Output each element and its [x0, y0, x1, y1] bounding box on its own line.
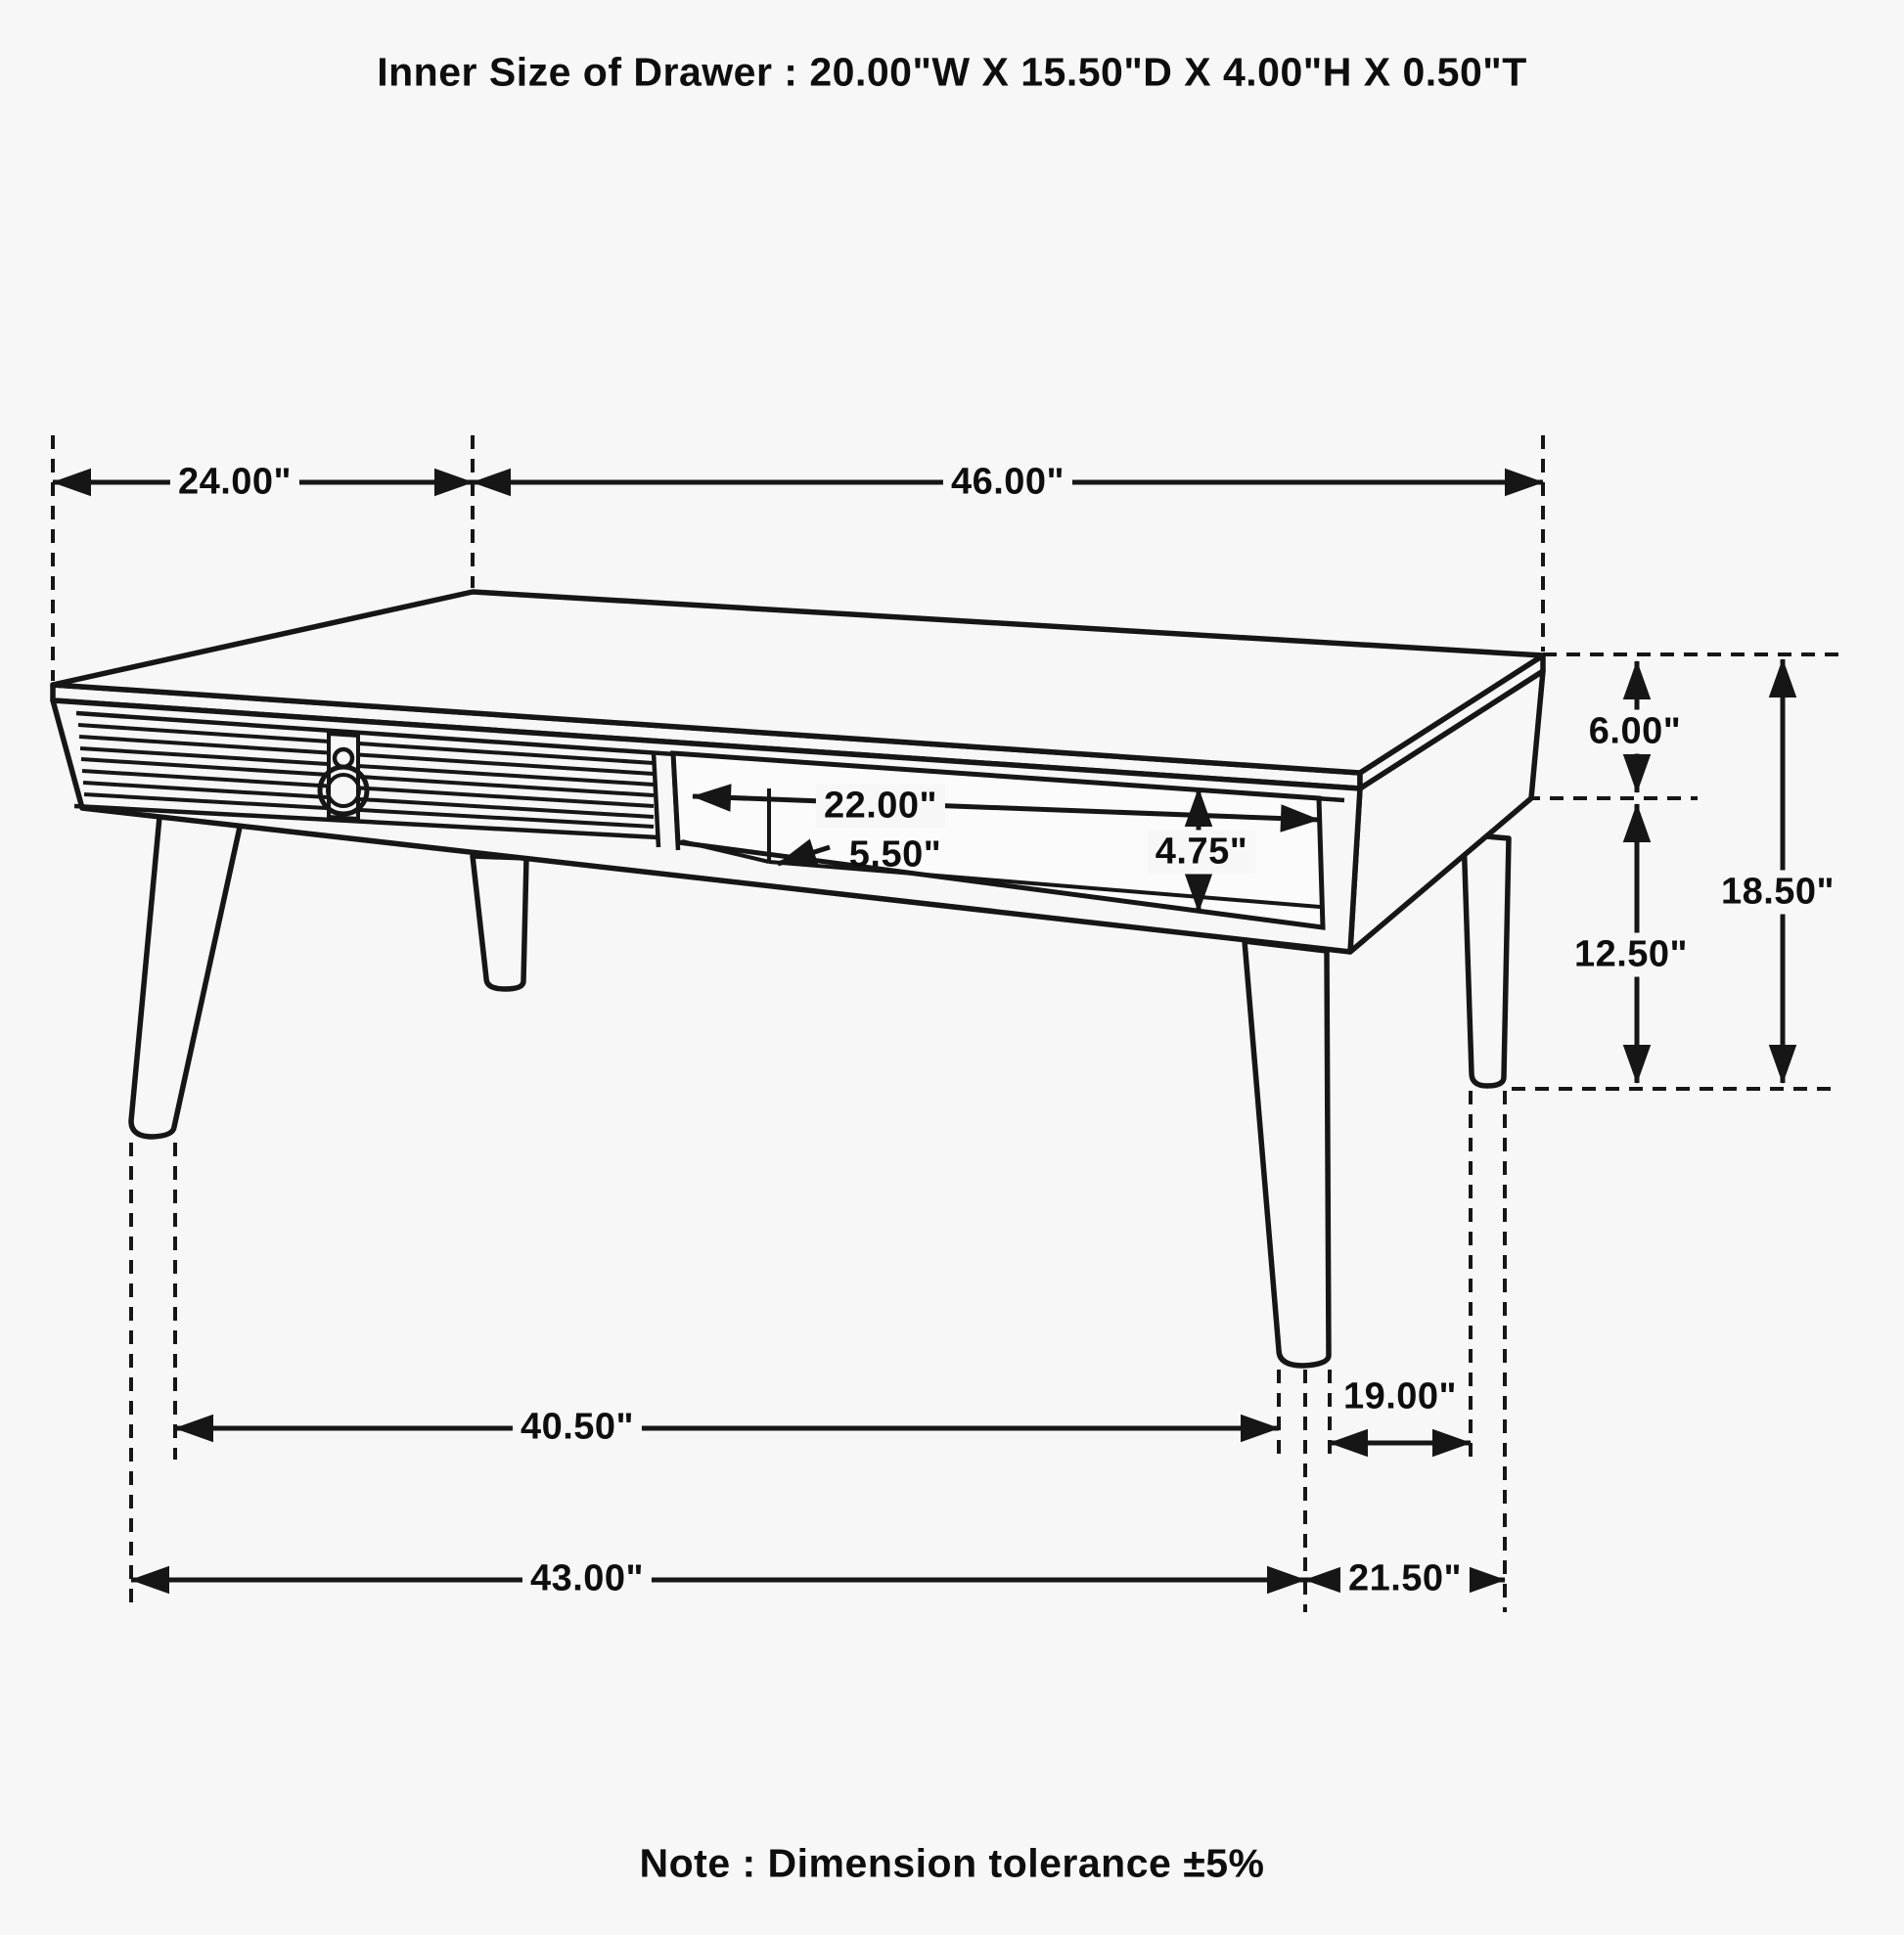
dim-label-22: 22.00"	[816, 785, 945, 829]
dim-label-6: 6.00"	[1581, 710, 1689, 754]
dim-label-12-50: 12.50"	[1566, 933, 1696, 977]
dim-label-4-75: 4.75"	[1148, 831, 1255, 875]
table	[53, 592, 1543, 1366]
front-left-leg	[131, 817, 241, 1137]
dim-label-18-50: 18.50"	[1713, 871, 1842, 915]
pull-knob	[335, 749, 352, 767]
dim-label-21-50: 21.50"	[1340, 1557, 1470, 1601]
dim-label-40-50: 40.50"	[513, 1406, 642, 1450]
ring-pull	[320, 734, 367, 819]
dim-label-5-50: 5.50"	[848, 833, 942, 876]
diagram-title: Inner Size of Drawer : 20.00"W X 15.50"D X 4.00"H X 0.50"T	[377, 49, 1527, 95]
dim-label-24: 24.00"	[170, 461, 299, 505]
back-right-leg	[1464, 834, 1509, 1086]
dim-label-46: 46.00"	[943, 461, 1072, 505]
front-right-leg	[1245, 941, 1329, 1366]
note-text: Note : Dimension tolerance ±5%	[639, 1840, 1265, 1886]
dim-label-19: 19.00"	[1342, 1375, 1458, 1418]
back-left-leg	[473, 856, 526, 989]
dim-label-43: 43.00"	[522, 1557, 652, 1601]
guide-lines	[53, 435, 1839, 1612]
